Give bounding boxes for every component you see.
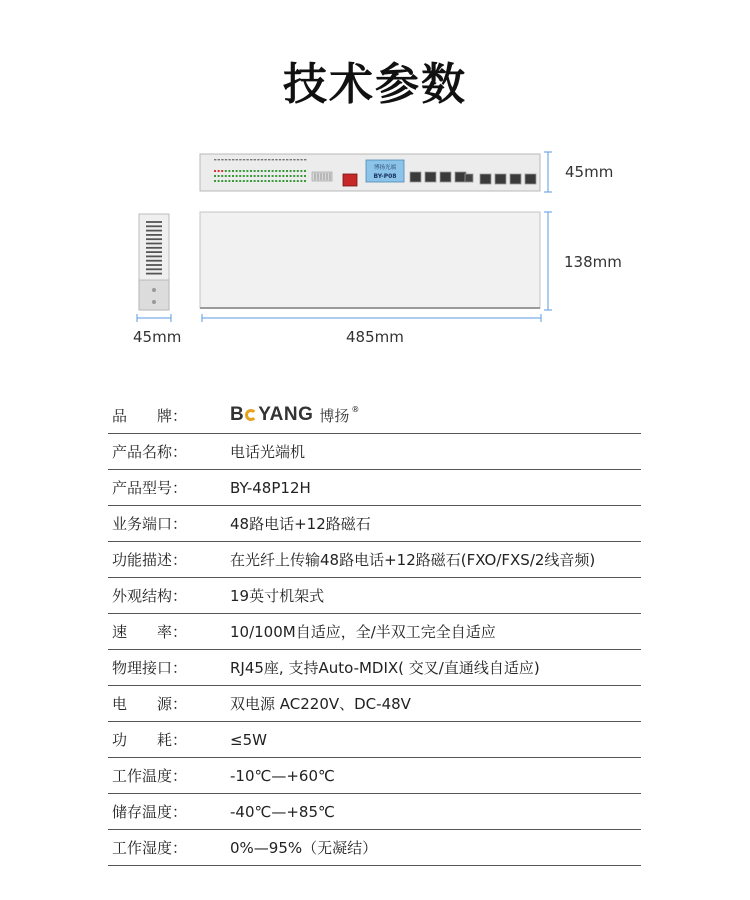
fiber-port	[343, 174, 357, 186]
dim-side-width: 45mm	[133, 328, 182, 346]
led-indicator	[275, 170, 277, 172]
led-indicator	[297, 175, 299, 177]
led-label	[225, 159, 227, 160]
led-indicator	[250, 170, 252, 172]
spec-key: 电 源：	[112, 695, 188, 713]
spec-value: 电话光端机	[230, 443, 306, 461]
front-panel	[200, 154, 540, 191]
led-label	[246, 159, 248, 160]
led-indicator	[228, 170, 230, 172]
led-indicator	[275, 175, 277, 177]
badge-line1: 博扬光端	[373, 165, 397, 171]
rj45-port	[480, 174, 491, 184]
led-indicator	[268, 175, 270, 177]
led-indicator	[290, 170, 292, 172]
led-label	[293, 159, 295, 160]
spec-value: -40℃—+85℃	[230, 802, 335, 821]
led-indicator	[300, 180, 302, 182]
led-indicator	[254, 175, 256, 177]
led-label	[250, 159, 252, 160]
spec-value: BY-48P12H	[230, 478, 311, 497]
led-indicator	[286, 170, 288, 172]
led-indicator	[236, 170, 238, 172]
spec-key: 速 率：	[112, 623, 188, 641]
console-port	[465, 174, 473, 182]
led-indicator	[246, 180, 248, 182]
spec-value: 48路电话+12路磁石	[230, 515, 371, 533]
led-indicator	[225, 170, 227, 172]
led-indicator	[246, 170, 248, 172]
led-indicator	[264, 175, 266, 177]
led-indicator	[279, 180, 281, 182]
spec-value: 在光纤上传输48路电话+12路磁石(FXO/FXS/2线音频)	[230, 551, 596, 569]
led-indicator	[254, 170, 256, 172]
spec-row	[108, 470, 641, 506]
led-indicator	[300, 170, 302, 172]
led-indicator	[261, 175, 263, 177]
led-label	[290, 159, 292, 160]
led-indicator	[257, 170, 259, 172]
spec-value: 双电源 AC220V、DC-48V	[230, 695, 411, 713]
spec-key: 业务端口：	[112, 515, 188, 533]
spec-row	[108, 794, 641, 830]
rj45-port	[425, 172, 436, 182]
led-indicator	[293, 180, 295, 182]
led-indicator	[221, 175, 223, 177]
led-indicator	[246, 175, 248, 177]
led-indicator	[290, 175, 292, 177]
led-label	[268, 159, 270, 160]
rj45-port	[495, 174, 506, 184]
spec-row	[108, 686, 641, 722]
led-indicator	[218, 180, 220, 182]
spec-value: RJ45座, 支持Auto-MDIX( 交叉/直通线自适应)	[230, 659, 540, 677]
spec-table	[108, 397, 641, 866]
led-label	[286, 159, 288, 160]
led-label	[214, 159, 216, 160]
led-indicator	[268, 180, 270, 182]
spec-row	[108, 650, 641, 686]
led-indicator	[272, 180, 274, 182]
led-indicator	[297, 180, 299, 182]
spec-value: -10℃—+60℃	[230, 766, 335, 785]
spec-key: 产品名称：	[112, 443, 188, 461]
spec-row	[108, 542, 641, 578]
led-indicator	[282, 180, 284, 182]
led-indicator	[218, 170, 220, 172]
led-label	[228, 159, 230, 160]
led-indicator	[286, 175, 288, 177]
dim-depth: 138mm	[564, 253, 622, 271]
led-indicator	[261, 180, 263, 182]
led-label	[300, 159, 302, 160]
led-indicator	[225, 175, 227, 177]
dim-width: 485mm	[346, 328, 404, 346]
led-indicator	[290, 180, 292, 182]
led-label	[304, 159, 306, 160]
brand-chinese: 博扬	[319, 406, 350, 425]
led-indicator	[225, 180, 227, 182]
led-label	[254, 159, 256, 160]
spec-row	[108, 830, 641, 866]
led-label	[275, 159, 277, 160]
spec-row	[108, 614, 641, 650]
led-indicator	[264, 180, 266, 182]
led-label	[232, 159, 234, 160]
rj45-port	[440, 172, 451, 182]
rj45-ports	[410, 172, 536, 184]
led-indicator	[218, 175, 220, 177]
led-label	[243, 159, 245, 160]
brand-wordmark: B YANG	[230, 404, 314, 425]
spec-row	[108, 758, 641, 794]
led-label	[261, 159, 263, 160]
led-indicator	[279, 170, 281, 172]
led-label	[236, 159, 238, 160]
spec-key: 外观结构：	[112, 587, 188, 605]
rj45-port	[410, 172, 421, 182]
rj45-port	[455, 172, 466, 182]
led-indicator	[297, 170, 299, 172]
dim-front-height: 45mm	[565, 163, 614, 181]
rj45-port	[525, 174, 536, 184]
led-indicator	[243, 170, 245, 172]
led-indicator	[268, 170, 270, 172]
led-label	[221, 159, 223, 160]
spec-key: 工作温度：	[112, 767, 188, 785]
spec-row	[108, 578, 641, 614]
led-indicator	[282, 175, 284, 177]
led-indicator	[221, 180, 223, 182]
led-indicator	[228, 175, 230, 177]
led-indicator	[239, 180, 241, 182]
led-indicator	[221, 170, 223, 172]
led-indicator	[257, 180, 259, 182]
led-label	[218, 159, 220, 160]
led-indicator	[279, 175, 281, 177]
led-indicator	[275, 180, 277, 182]
led-indicator	[272, 170, 274, 172]
led-indicator	[257, 175, 259, 177]
spec-key: 工作湿度：	[112, 839, 188, 857]
led-indicator	[232, 180, 234, 182]
led-indicator	[250, 175, 252, 177]
spec-key: 品 牌：	[112, 406, 188, 425]
led-indicator	[293, 170, 295, 172]
led-indicator	[214, 180, 216, 182]
spec-value: 10/100M自适应，全/半双工完全自适应	[230, 623, 496, 641]
spec-row	[108, 722, 641, 758]
led-indicator	[239, 175, 241, 177]
side-view	[139, 214, 169, 310]
led-label	[239, 159, 241, 160]
spec-key: 产品型号：	[112, 479, 188, 497]
led-label	[264, 159, 266, 160]
led-indicator	[243, 175, 245, 177]
led-indicator	[300, 175, 302, 177]
led-indicator	[304, 175, 306, 177]
led-indicator	[293, 175, 295, 177]
spec-value: ≤5W	[230, 730, 267, 749]
led-indicator	[214, 170, 216, 172]
led-indicator	[232, 170, 234, 172]
spec-key: 储存温度：	[112, 803, 188, 821]
led-indicator	[250, 180, 252, 182]
spec-key: 功 耗：	[112, 731, 188, 749]
brand-logo	[224, 404, 641, 426]
spec-key: 功能描述：	[112, 551, 188, 569]
led-indicator	[261, 170, 263, 172]
led-indicator	[228, 180, 230, 182]
led-indicator	[214, 175, 216, 177]
led-indicator	[236, 180, 238, 182]
led-label	[257, 159, 259, 160]
spec-value: 19英寸机架式	[230, 587, 325, 605]
product-diagram	[0, 0, 750, 380]
led-indicator	[304, 180, 306, 182]
led-indicator	[304, 170, 306, 172]
spec-row-brand	[108, 397, 641, 434]
rj45-port	[510, 174, 521, 184]
led-label	[279, 159, 281, 160]
led-indicator	[282, 170, 284, 172]
page-title: 技术参数	[283, 59, 467, 110]
led-indicator	[239, 170, 241, 172]
led-indicator	[286, 180, 288, 182]
led-indicator	[264, 170, 266, 172]
led-indicator	[254, 180, 256, 182]
brand-mark-icon	[245, 409, 257, 421]
spec-value: 0%—95%（无凝结）	[230, 839, 378, 857]
led-indicator	[236, 175, 238, 177]
led-label	[282, 159, 284, 160]
led-indicator	[272, 175, 274, 177]
top-view	[200, 212, 540, 308]
led-label	[272, 159, 274, 160]
led-indicator	[243, 180, 245, 182]
badge-line2: BY-P08	[373, 173, 397, 180]
device-drawing	[0, 0, 750, 380]
spec-key: 物理接口：	[112, 659, 188, 677]
spec-row	[108, 506, 641, 542]
registered-mark: ®	[351, 404, 360, 414]
led-label	[297, 159, 299, 160]
led-indicator	[232, 175, 234, 177]
spec-row	[108, 434, 641, 470]
